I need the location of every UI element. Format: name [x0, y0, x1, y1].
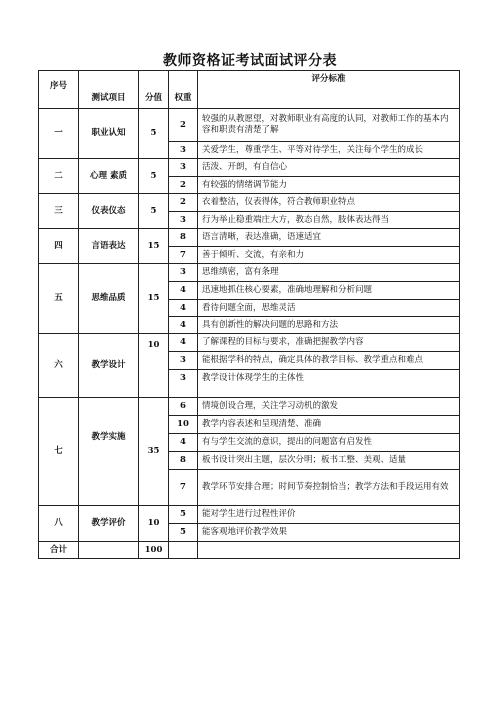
row-standard: 行为举止稳重端庄大方，教态自然，肢体表达得当: [198, 212, 460, 229]
group-no: 四: [39, 229, 79, 264]
table-row: [39, 398, 460, 416]
table-row: [39, 506, 460, 524]
total-score: 100: [139, 542, 169, 559]
row-weight: 5: [169, 506, 198, 524]
group-no: 三: [39, 194, 79, 229]
row-standard: 教学内容表述和呈现清楚、准确: [198, 416, 460, 434]
group-item: 言语表达: [79, 229, 139, 264]
group-score: 10: [139, 506, 169, 542]
score-table: [38, 70, 460, 559]
group-item: 教学评价: [79, 506, 139, 542]
row-weight: 3: [169, 352, 198, 370]
header-row: [39, 71, 460, 109]
row-weight: 2: [169, 109, 198, 142]
table-row: [39, 194, 460, 212]
total-standard-empty: [198, 542, 460, 559]
group-score: 15: [139, 229, 169, 264]
row-weight: 8: [169, 229, 198, 247]
group-item: 思维品质: [79, 264, 139, 334]
row-weight: 7: [169, 247, 198, 264]
row-standard: 板书设计突出主题，层次分明；板书工整、美观、适量: [198, 452, 460, 470]
row-weight: 4: [169, 334, 198, 352]
group-no: 二: [39, 159, 79, 194]
header-item: 测试项目: [79, 71, 139, 109]
row-weight: 3: [169, 370, 198, 398]
row-standard: 思维缜密，富有条理: [198, 264, 460, 282]
row-weight: 10: [169, 416, 198, 434]
header-no: 序号: [39, 71, 79, 109]
row-standard: 关爱学生，尊重学生、平等对待学生，关注每个学生的成长: [198, 142, 460, 159]
row-weight: 3: [169, 142, 198, 159]
total-item-empty: [79, 542, 139, 559]
row-standard: 教学环节安排合理；时间节奏控制恰当；教学方法和手段运用有效: [198, 470, 460, 506]
row-weight: 6: [169, 398, 198, 416]
row-weight: 7: [169, 470, 198, 506]
group-score: 35: [139, 398, 169, 506]
group-score: 5: [139, 194, 169, 229]
group-score: 15: [139, 264, 169, 334]
row-weight: 3: [169, 264, 198, 282]
table-row: [39, 264, 460, 282]
table-row: [39, 334, 460, 352]
total-row: [39, 542, 460, 559]
header-score: 分值: [139, 71, 169, 109]
group-item: 教学设计: [79, 334, 139, 398]
row-standard: 看待问题全面，思维灵活: [198, 300, 460, 317]
group-no: 八: [39, 506, 79, 542]
group-no: 一: [39, 109, 79, 159]
header-standard: 评分标准: [198, 71, 460, 109]
row-standard: 情境创设合理，关注学习动机的激发: [198, 398, 460, 416]
table-row: [39, 159, 460, 177]
row-weight: 3: [169, 212, 198, 229]
row-standard: 能客观地评价教学效果: [198, 524, 460, 542]
row-weight: 4: [169, 434, 198, 452]
page-title: 教师资格证考试面试评分表: [163, 53, 337, 69]
row-weight: 2: [169, 194, 198, 212]
row-weight: 8: [169, 452, 198, 470]
row-standard: 衣着整洁，仪表得体，符合教师职业特点: [198, 194, 460, 212]
row-standard: 较强的从教愿望，对教师职业有高度的认同，对教师工作的基本内容和职责有清楚了解: [198, 109, 460, 142]
row-standard: 有与学生交流的意识，提出的问题富有启发性: [198, 434, 460, 452]
row-standard: 能根据学科的特点，确定具体的教学目标、教学重点和难点: [198, 352, 460, 370]
group-no: 七: [39, 398, 79, 506]
row-standard: 善于倾听、交流，有亲和力: [198, 247, 460, 264]
row-standard: 有较强的情绪调节能力: [198, 177, 460, 194]
table-row: [39, 109, 460, 142]
row-standard: 语言清晰，表达准确，语速适宜: [198, 229, 460, 247]
group-item: 职业认知: [79, 109, 139, 159]
table-row: [39, 229, 460, 247]
group-score: 5: [139, 159, 169, 194]
row-weight: 5: [169, 524, 198, 542]
total-label: 合计: [39, 542, 79, 559]
row-weight: 4: [169, 300, 198, 317]
header-weight: 权重: [169, 71, 198, 109]
row-weight: 2: [169, 177, 198, 194]
row-standard: 教学设计体现学生的主体性: [198, 370, 460, 398]
group-no: 六: [39, 334, 79, 398]
row-standard: 具有创新性的解决问题的思路和方法: [198, 317, 460, 334]
total-weight-empty: [169, 542, 198, 559]
group-score: 5: [139, 109, 169, 159]
row-weight: 3: [169, 159, 198, 177]
group-no: 五: [39, 264, 79, 334]
row-weight: 4: [169, 317, 198, 334]
row-standard: 能对学生进行过程性评价: [198, 506, 460, 524]
row-standard: 迅速地抓住核心要素，准确地理解和分析问题: [198, 282, 460, 300]
group-item: 教学实施: [79, 398, 139, 506]
group-score: 10: [139, 334, 169, 398]
row-standard: 了解课程的目标与要求，准确把握教学内容: [198, 334, 460, 352]
row-weight: 4: [169, 282, 198, 300]
row-standard: 活泼、开朗，有自信心: [198, 159, 460, 177]
group-item: 仪表仪态: [79, 194, 139, 229]
group-item: 心理 素质: [79, 159, 139, 194]
